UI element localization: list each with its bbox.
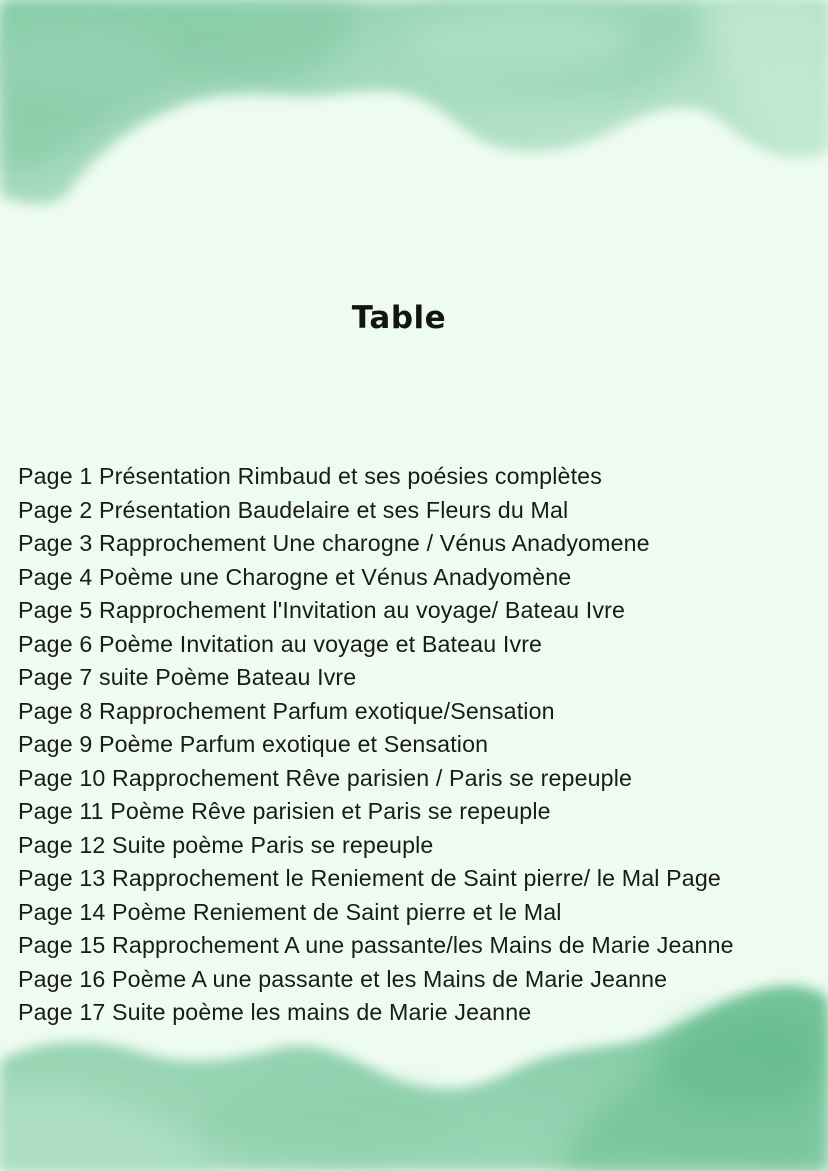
- toc-entry: Page 11 Poème Rêve parisien et Paris se repeuple: [18, 798, 551, 824]
- toc-entry: Page 5 Rapprochement l'Invitation au voyage/ Bateau Ivre: [18, 597, 626, 623]
- toc-entry: Page 7 suite Poème Bateau Ivre: [18, 664, 357, 690]
- toc-entry: Page 15 Rapprochement A une passante/les Mains de Marie Jeanne: [18, 932, 734, 958]
- toc-entry: Page 3 Rapprochement Une charogne / Vénus Anadyomene: [18, 530, 650, 556]
- toc-entry: Page 8 Rapprochement Parfum exotique/Sensation: [18, 697, 555, 724]
- toc-entry: Page 16 Poème A une passante et les Mains de Marie Jeanne: [18, 965, 668, 992]
- toc-entry: Page 9 Poème Parfum exotique et Sensation: [18, 731, 489, 757]
- toc-entry: Page 14 Poème Reniement de Saint pierre et le Mal: [18, 898, 562, 925]
- page-title: Table: [351, 300, 447, 336]
- toc-entry: Page 1 Présentation Rimbaud et ses poésies complètes: [18, 463, 602, 489]
- toc-entry: Page 13 Rapprochement le Reniement de Saint pierre/ le Mal Page: [18, 865, 721, 891]
- toc-entry: Page 2 Présentation Baudelaire et ses Fleurs du Mal: [18, 496, 569, 523]
- toc-entry: Page 12 Suite poème Paris se repeuple: [18, 831, 434, 858]
- toc-entry: Page 10 Rapprochement Rêve parisien / Paris se repeuple: [18, 764, 633, 791]
- toc-entry: Page 6 Poème Invitation au voyage et Bateau Ivre: [18, 630, 543, 657]
- toc-entry: Page 17 Suite poème les mains de Marie Jeanne: [18, 999, 532, 1025]
- table-of-contents: [18, 460, 828, 1030]
- top-watercolor-wash: [0, 0, 828, 204]
- toc-entry: Page 4 Poème une Charogne et Vénus Anadyomène: [18, 563, 572, 590]
